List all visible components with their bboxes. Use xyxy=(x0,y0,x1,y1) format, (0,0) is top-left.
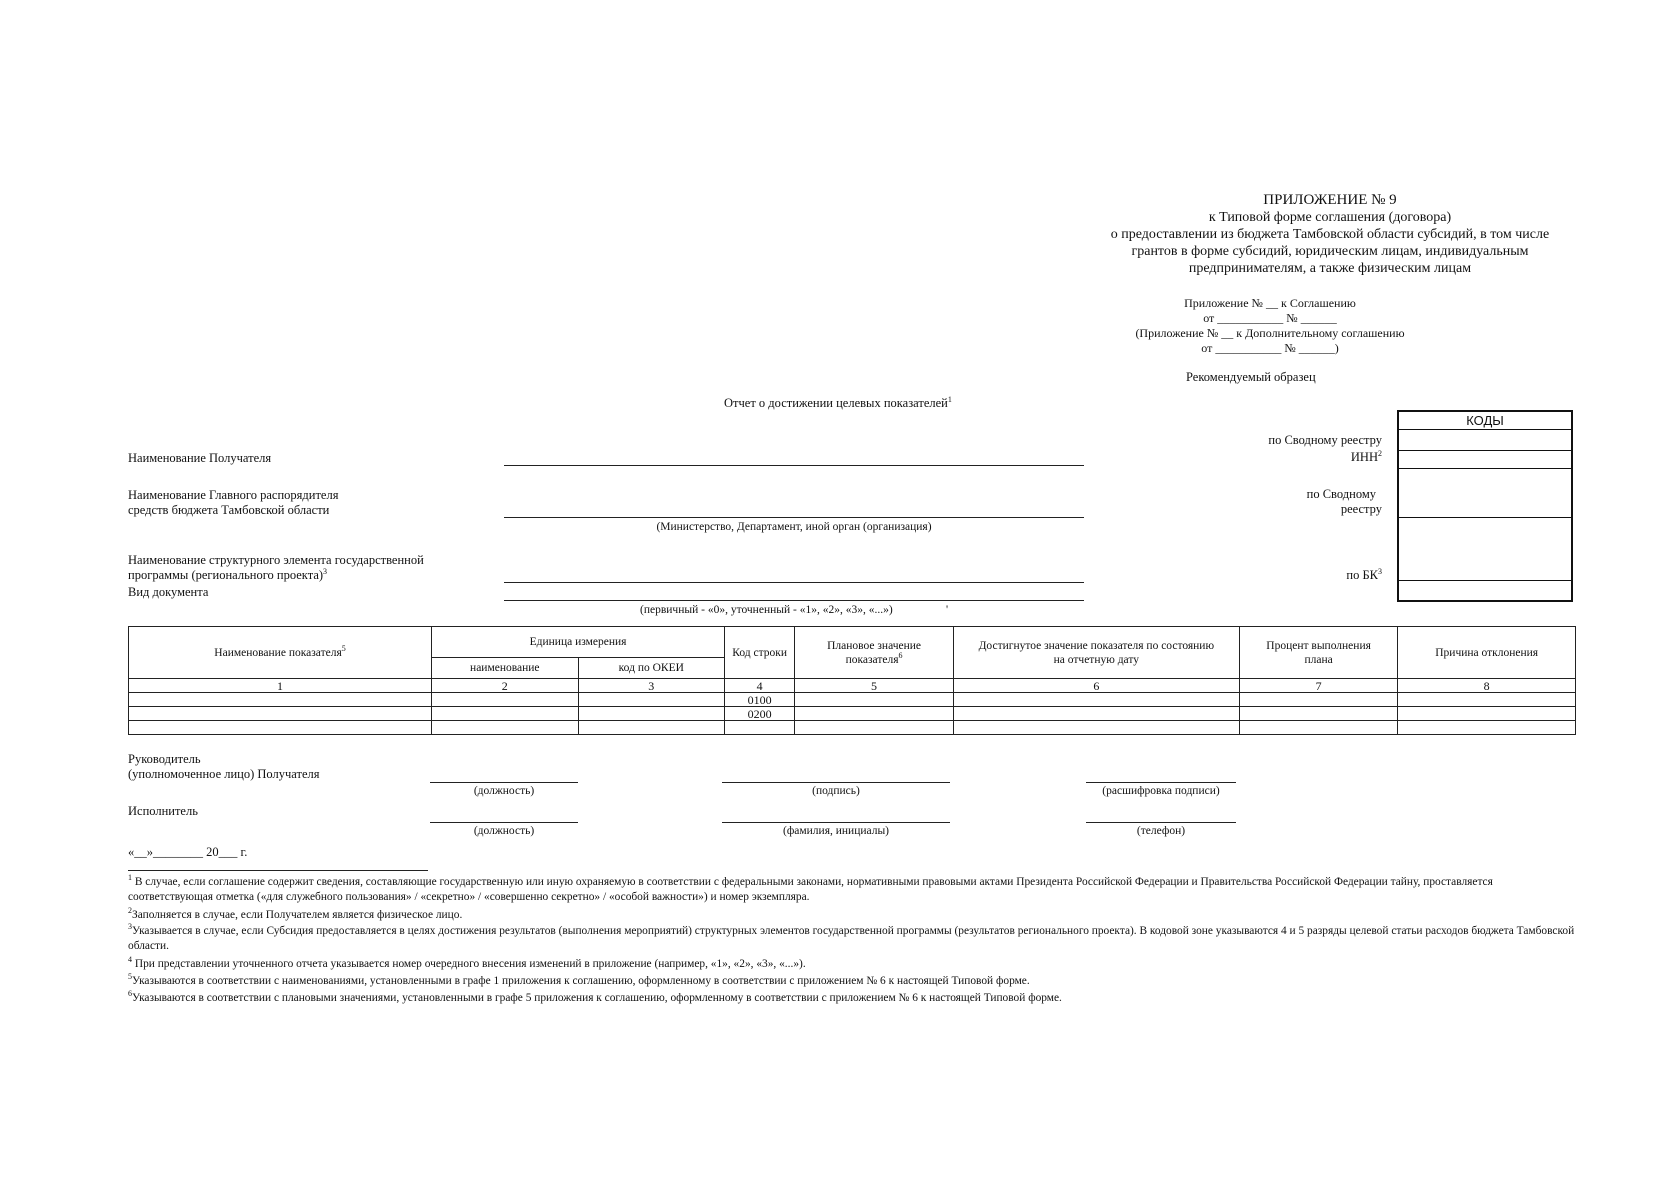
doc-type-caption: (первичный - «0», уточненный - «1», «2», «3», «...») xyxy=(640,604,893,616)
table-cell[interactable] xyxy=(578,721,725,735)
doc-type-caption-mark: ' xyxy=(946,604,949,616)
table-cell[interactable] xyxy=(129,693,432,707)
head-position-line[interactable] xyxy=(430,782,578,783)
table-header-row xyxy=(129,627,1576,658)
col-header-reason: Причина отклонения xyxy=(1398,627,1576,679)
table-cell[interactable] xyxy=(1239,693,1398,707)
table-cell[interactable] xyxy=(432,693,579,707)
col-header-percent xyxy=(1239,627,1398,679)
table-row xyxy=(129,707,1576,721)
doc-type-line[interactable] xyxy=(504,600,1084,601)
header-line-1: к Типовой форме соглашения (договора) xyxy=(1208,210,1452,225)
table-cell[interactable] xyxy=(1398,693,1576,707)
executor-fio-line[interactable] xyxy=(722,822,950,823)
struct-element-text: программы (регионального проекта) xyxy=(128,568,324,582)
head-signature-caption: (подпись) xyxy=(812,785,860,797)
col-header-percent-a: Процент выполнения xyxy=(1266,639,1371,652)
recipient-line[interactable] xyxy=(504,465,1084,466)
agreement-ref-line-3: (Приложение № __ к Дополнительному соглашению xyxy=(1135,326,1405,340)
date-line: «__»________ 20___ г. xyxy=(128,845,248,859)
col-header-achieved-a: Достигнутое значение показателя по состоянию xyxy=(978,639,1215,652)
codes-box xyxy=(1397,410,1573,602)
table-cell[interactable] xyxy=(578,693,725,707)
table-cell[interactable] xyxy=(1398,721,1576,735)
footnote-mark: 6 xyxy=(128,989,132,999)
footnote-1 xyxy=(128,875,1578,905)
codes-divider xyxy=(1399,580,1571,581)
executor-phone-line[interactable] xyxy=(1086,822,1236,823)
col-header-row-code: Код строки xyxy=(725,627,795,679)
head-decode-caption: (расшифровка подписи) xyxy=(1102,785,1220,797)
struct-element-label-a: Наименование структурного элемента государственной xyxy=(128,553,424,567)
header-line-3: грантов в форме субсидий, юридическим лицам, индивидуальным xyxy=(1131,244,1529,259)
agreement-ref-line-2: от ___________ № ______ xyxy=(1203,311,1337,325)
header-line-4: предпринимателям, а также физическим лицам xyxy=(1188,261,1472,276)
footnote-text: Заполняется в случае, если Получателем является физическое лицо. xyxy=(132,909,463,921)
codes-svod-reestr2-a: по Сводному xyxy=(1306,487,1376,501)
codes-bk-text: по БК xyxy=(1346,568,1378,582)
col-header-percent-b: плана xyxy=(1304,653,1333,666)
footnote-separator xyxy=(128,870,428,871)
chief-distributor-caption: (Министерство, Департамент, иной орган (организация) xyxy=(656,521,932,533)
col-header-plan-a: Плановое значение xyxy=(827,639,922,652)
col-number: 1 xyxy=(129,679,432,693)
col-header-unit-code: код по ОКЕИ xyxy=(578,658,725,679)
header-line-2: о предоставлении из бюджета Тамбовской области субсидий, в том числе xyxy=(1110,227,1550,242)
col-number: 7 xyxy=(1239,679,1398,693)
head-position-caption: (должность) xyxy=(473,785,535,797)
codes-divider xyxy=(1399,517,1571,518)
col-number: 8 xyxy=(1398,679,1576,693)
table-cell[interactable] xyxy=(1239,707,1398,721)
col-header-unit: Единица измерения xyxy=(432,627,725,658)
col-number: 2 xyxy=(432,679,579,693)
recipient-label: Наименование Получателя xyxy=(128,451,272,465)
col-number: 6 xyxy=(953,679,1239,693)
col-header-achieved xyxy=(953,627,1239,679)
codes-svod-reestr2-b: реестру xyxy=(1340,502,1382,516)
codes-bk-footnote: 3 xyxy=(1378,566,1382,576)
codes-divider xyxy=(1399,429,1571,430)
struct-element-line[interactable] xyxy=(504,582,1084,583)
footnote-mark: 4 xyxy=(128,955,132,965)
report-title-footnote: 1 xyxy=(947,394,952,404)
col-header-plan-footnote: 6 xyxy=(898,650,903,660)
table-cell[interactable] xyxy=(795,693,954,707)
table-cell[interactable] xyxy=(1239,721,1398,735)
chief-distributor-label-b: средств бюджета Тамбовской области xyxy=(128,503,330,517)
table-cell[interactable] xyxy=(795,721,954,735)
footnote-5 xyxy=(128,974,1578,989)
recommended-sample: Рекомендуемый образец xyxy=(1186,370,1316,384)
executor-label: Исполнитель xyxy=(128,804,198,818)
executor-fio-caption: (фамилия, инициалы) xyxy=(782,825,890,837)
report-title-text: Отчет о достижении целевых показателей xyxy=(724,396,948,410)
col-number: 4 xyxy=(725,679,795,693)
head-decode-line[interactable] xyxy=(1086,782,1236,783)
codes-inn-footnote: 2 xyxy=(1378,448,1382,458)
col-header-plan-b: показателя xyxy=(845,653,899,666)
footnote-mark: 5 xyxy=(128,972,132,982)
agreement-ref-line-4: от ___________ № ______) xyxy=(1201,341,1339,355)
col-header-achieved-b: на отчетную дату xyxy=(1053,653,1139,666)
chief-distributor-line[interactable] xyxy=(504,517,1084,518)
table-row xyxy=(129,693,1576,707)
footnote-6 xyxy=(128,991,1578,1006)
codes-inn-text: ИНН xyxy=(1350,450,1378,464)
head-label-b: (уполномоченное лицо) Получателя xyxy=(128,767,320,781)
footnote-4 xyxy=(128,957,1578,972)
appendix-header xyxy=(980,192,1668,277)
footnote-mark: 1 xyxy=(128,873,132,883)
table-cell[interactable] xyxy=(129,721,432,735)
col-header-name-footnote: 5 xyxy=(341,643,346,653)
table-cell[interactable] xyxy=(129,707,432,721)
table-cell[interactable] xyxy=(795,707,954,721)
row-code-cell: 0100 xyxy=(725,693,795,707)
footnote-text: Указываются в соответствии с наименованиями, установленными в графе 1 приложения к соглашению, оформленному в соответствии с приложением № 6 к настоящей Типовой форме. xyxy=(132,975,1030,987)
col-number: 3 xyxy=(578,679,725,693)
agreement-reference xyxy=(1100,296,1440,356)
head-signature-line[interactable] xyxy=(722,782,950,783)
footnote-2 xyxy=(128,908,1578,923)
footnote-text: При представлении уточненного отчета указывается номер очередного внесения изменений в приложение (например, «1», «2», «3», «...»). xyxy=(132,958,806,970)
codes-header: КОДЫ xyxy=(1466,413,1504,428)
table-cell[interactable] xyxy=(953,721,1239,735)
struct-element-label-b xyxy=(128,568,327,583)
col-number: 5 xyxy=(795,679,954,693)
table-cell[interactable] xyxy=(432,707,579,721)
codes-bk-label xyxy=(1262,568,1382,583)
table-number-row xyxy=(129,679,1576,693)
table-row xyxy=(129,721,1576,735)
codes-divider xyxy=(1399,468,1571,469)
chief-distributor-label-a: Наименование Главного распорядителя xyxy=(128,488,339,502)
table-cell[interactable] xyxy=(578,707,725,721)
executor-position-line[interactable] xyxy=(430,822,578,823)
struct-element-footnote: 3 xyxy=(323,566,328,576)
row-code-cell: 0200 xyxy=(725,707,795,721)
table-cell[interactable] xyxy=(953,693,1239,707)
footnote-3 xyxy=(128,924,1578,954)
table-cell[interactable] xyxy=(725,721,795,735)
col-header-name-text: Наименование показателя xyxy=(214,646,342,659)
col-header-name xyxy=(129,627,432,679)
col-header-unit-name: наименование xyxy=(432,658,579,679)
codes-inn-label xyxy=(1262,450,1382,465)
footnote-text: Указываются в соответствии с плановыми значениями, установленными в графе 5 приложения к соглашению, оформленному в соответствии с приложением № 6 к настоящей Типовой форме. xyxy=(132,992,1062,1004)
codes-divider xyxy=(1399,450,1571,451)
agreement-ref-line-1: Приложение № __ к Соглашению xyxy=(1184,296,1356,310)
footnote-mark: 2 xyxy=(128,906,132,916)
footnote-mark: 3 xyxy=(128,922,132,932)
executor-position-caption: (должность) xyxy=(473,825,535,837)
indicators-table xyxy=(128,626,1576,735)
doc-type-label: Вид документа xyxy=(128,585,209,599)
codes-svod-reestr-label: по Сводному реестру xyxy=(1268,433,1382,447)
table-cell[interactable] xyxy=(953,707,1239,721)
table-cell[interactable] xyxy=(432,721,579,735)
report-title xyxy=(724,396,952,411)
head-label-a: Руководитель xyxy=(128,752,201,766)
table-cell[interactable] xyxy=(1398,707,1576,721)
footnote-text: В случае, если соглашение содержит сведения, составляющие государственную или иную охраняемую в соответствии с федеральными законами, нормативными правовыми актами Президента Российской Федерации и Правительства Российской Федерации тайну, проставляется соответствующая отметка («для служебного пользования» / «секретно» / «совершенно секретно» / «особой важности») и номер экземпляра. xyxy=(128,876,1493,903)
executor-phone-caption: (телефон) xyxy=(1136,825,1186,837)
footnote-text: Указывается в случае, если Субсидия предоставляется в целях достижения результатов (выполнения мероприятий) структурных элементов государственной программы (результатов регионального проекта). В кодовой зоне указываются 4 и 5 разряды целевой статьи расходов бюджета Тамбовской области. xyxy=(128,925,1575,952)
appendix-title: ПРИЛОЖЕНИЕ № 9 xyxy=(1263,192,1397,208)
col-header-plan xyxy=(795,627,954,679)
